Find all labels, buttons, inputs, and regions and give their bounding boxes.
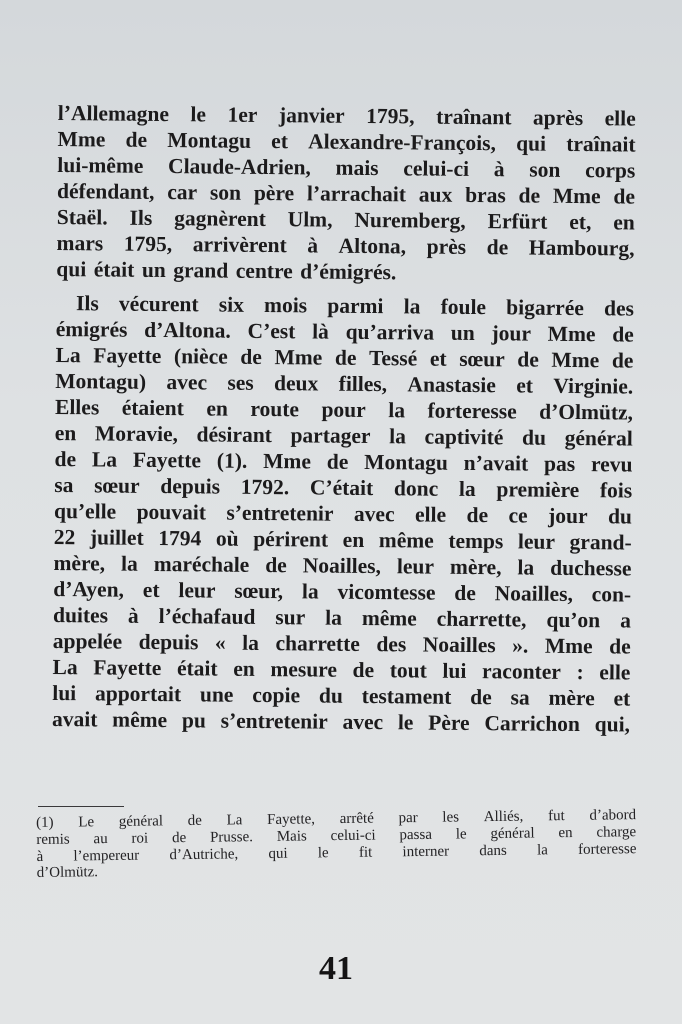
- body-word: la: [301, 579, 319, 604]
- body-word: Mme: [544, 633, 593, 659]
- body-word: 1795,: [366, 103, 415, 129]
- body-word: Noailles,: [494, 581, 574, 606]
- footnote-word: Alliés,: [483, 808, 524, 826]
- body-word: un: [450, 320, 475, 346]
- body-word: qui,: [594, 712, 631, 737]
- footnote-word: de: [171, 829, 187, 847]
- footnote-word: en: [558, 824, 573, 841]
- body-word: Ulm,: [287, 207, 333, 232]
- body-word: de: [334, 345, 357, 370]
- body-word: forteresse: [427, 398, 517, 424]
- body-word: Mme: [551, 347, 600, 373]
- body-word: con-: [591, 582, 632, 607]
- footnote-word: (1): [36, 814, 54, 831]
- body-word: mois: [264, 292, 308, 318]
- footnote-word: général: [490, 825, 535, 842]
- body-word: sœur: [459, 346, 505, 372]
- body-word: Mme: [552, 183, 601, 209]
- body-word: mère,: [449, 554, 502, 580]
- body-word: père: [253, 180, 295, 206]
- body-line: [54, 446, 632, 478]
- body-word: janvier: [278, 103, 345, 128]
- body-word: captivité: [424, 424, 504, 450]
- body-word: avait: [51, 706, 98, 732]
- body-word: Erfürt: [487, 209, 548, 234]
- body-word: Fayette: [93, 655, 162, 681]
- body-word: gagnèrent: [174, 206, 266, 231]
- body-word: la: [120, 551, 138, 576]
- body-word: duchesse: [550, 555, 632, 581]
- body-word: depuis: [138, 629, 199, 655]
- body-word: :: [576, 660, 584, 685]
- body-word: celui-ci: [403, 156, 470, 181]
- body-word: corps: [585, 158, 636, 183]
- body-word: temps: [448, 528, 504, 554]
- body-word: Hambourg,: [528, 235, 635, 261]
- body-word: son: [209, 180, 242, 205]
- body-word: donc: [393, 476, 439, 501]
- footnote-word: remis: [36, 831, 70, 848]
- body-word: était: [93, 257, 135, 282]
- body-word: fois: [599, 478, 633, 503]
- body-word: Mme: [263, 448, 312, 474]
- body-word: le: [397, 710, 414, 735]
- footnote-word: général: [118, 813, 164, 830]
- body-word: juillet: [89, 525, 144, 550]
- body-word: même: [378, 528, 434, 553]
- body-word: en: [233, 656, 255, 681]
- body-word: Montagu): [55, 368, 147, 394]
- body-word: leur: [396, 554, 435, 579]
- body-word: deux: [274, 371, 319, 396]
- body-word: de: [470, 684, 492, 710]
- footnote-word: le: [455, 826, 467, 843]
- body-word: Noailles: [422, 632, 496, 658]
- body-word: la: [458, 476, 476, 502]
- footnote-word: roi: [131, 830, 149, 847]
- footnote-word: Le: [78, 814, 95, 831]
- body-word: sœur,: [234, 578, 284, 604]
- body-word: Anastasie: [407, 372, 497, 398]
- body-line: [56, 290, 634, 322]
- body-word: bras: [465, 182, 506, 208]
- body-word: en: [54, 420, 77, 446]
- body-word: défendant,: [57, 178, 155, 204]
- body-word: pas: [544, 451, 576, 476]
- body-word: mais: [335, 155, 379, 181]
- body-word: Altona,: [338, 233, 407, 259]
- footnote-word: passa: [399, 826, 433, 844]
- body-word: 1792.: [240, 474, 290, 500]
- body-word: lui: [52, 680, 77, 706]
- body-word: qu’elle: [53, 498, 117, 524]
- footnote-word: d’Autriche,: [169, 845, 239, 863]
- body-word: des: [603, 296, 635, 321]
- body-word: mesure: [270, 657, 338, 682]
- body-word: 1795,: [123, 231, 173, 257]
- footnote-word: forteresse: [578, 840, 637, 858]
- body-word: là: [312, 319, 329, 344]
- footnote-word: celui-ci: [330, 827, 376, 844]
- body-word: leur: [178, 578, 216, 603]
- body-word: depuis: [160, 474, 221, 499]
- body-word: La: [91, 447, 118, 472]
- body-word: et: [429, 346, 447, 371]
- body-word: en: [613, 210, 635, 235]
- body-word: lui-même: [57, 152, 144, 178]
- body-word: Père: [428, 710, 470, 735]
- body-word: l’arrachait: [306, 181, 407, 207]
- body-word: traînait: [566, 131, 636, 157]
- body-word: jour: [491, 321, 532, 346]
- footnote: [36, 807, 637, 882]
- body-word: Alexandre-François,: [308, 129, 497, 156]
- body-word: à: [493, 157, 505, 182]
- footnote-word: à: [36, 848, 44, 865]
- body-word: pouvait: [136, 499, 207, 525]
- body-word: Fayette: [93, 343, 162, 369]
- body-word: la: [389, 424, 407, 449]
- footnote-word: qui: [268, 845, 288, 862]
- body-word: de: [518, 183, 541, 208]
- body-line: [56, 256, 634, 288]
- footnote-word: Mais: [276, 828, 307, 845]
- footnote-word: de: [187, 812, 202, 830]
- body-word: où: [215, 526, 239, 551]
- body-word: avec: [166, 370, 208, 395]
- body-word: elle: [604, 106, 636, 131]
- body-word: elle: [414, 502, 447, 527]
- footnote-word: interner: [402, 843, 450, 860]
- body-word: copie: [252, 682, 301, 708]
- body-word: traînant: [436, 104, 512, 130]
- body-word: la: [403, 294, 421, 319]
- body-word: qu’on: [546, 607, 601, 633]
- body-word: route: [250, 396, 300, 422]
- body-word: Staël.: [56, 204, 108, 230]
- body-word: vicomtesse: [337, 579, 436, 605]
- body-word: Claude-Adrien,: [167, 154, 311, 180]
- body-word: Elles: [54, 394, 100, 420]
- footnote-word: charge: [596, 823, 637, 841]
- body-word: maréchale: [153, 551, 250, 577]
- footnote-rule: [38, 806, 124, 807]
- body-word: C’était: [309, 475, 374, 501]
- body-word: de: [517, 347, 539, 372]
- body-word: ce: [508, 503, 528, 528]
- body-word: charrette: [275, 631, 360, 656]
- body-word: charrette,: [436, 606, 527, 632]
- body-word: la: [325, 605, 343, 630]
- body-word: périrent: [253, 526, 329, 552]
- body-word: de: [240, 344, 262, 369]
- body-word: qui: [516, 131, 547, 156]
- body-word: mère: [548, 685, 595, 711]
- body-word: de: [613, 184, 636, 209]
- body-word: Fayette: [132, 447, 202, 473]
- body-word: raconter: [481, 659, 561, 684]
- body-word: d’Ayen,: [53, 576, 125, 602]
- body-word: de: [125, 127, 148, 152]
- body-word: des: [376, 632, 407, 657]
- body-word: leur: [517, 529, 556, 554]
- body-word: première: [496, 477, 580, 503]
- footnote-word: la: [536, 841, 548, 859]
- body-word: car: [167, 180, 198, 205]
- body-word: une: [199, 682, 234, 707]
- body-word: (nièce: [173, 344, 228, 369]
- body-word: après: [532, 105, 584, 131]
- body-word: six: [218, 292, 245, 317]
- body-word: l’Allemagne: [57, 100, 170, 127]
- body-word: son: [529, 157, 561, 182]
- footnote-word: fit: [358, 844, 373, 861]
- body-word: Nuremberg,: [354, 207, 466, 233]
- footnote-word: les: [442, 809, 460, 826]
- body-word: 1er: [227, 102, 258, 127]
- body-text: [52, 100, 636, 738]
- body-word: parmi: [327, 293, 384, 319]
- body-word: Virginie.: [553, 373, 634, 399]
- body-word: près: [426, 234, 467, 259]
- footnote-word: fut: [547, 808, 565, 825]
- body-word: foule: [440, 294, 487, 320]
- body-word: d’Altona.: [144, 317, 231, 343]
- body-word: et,: [569, 209, 592, 235]
- body-word: s’entretenir: [220, 708, 328, 734]
- body-word: «: [214, 630, 226, 655]
- body-word: Mme: [547, 321, 596, 347]
- body-word: de: [352, 657, 375, 683]
- body-word: même: [112, 707, 168, 733]
- body-word: Mme: [274, 345, 323, 370]
- body-word: centre: [235, 258, 293, 284]
- body-word: désirant: [196, 422, 272, 448]
- body-word: à: [307, 233, 319, 258]
- footnote-word: au: [93, 830, 108, 848]
- body-line: [52, 706, 630, 738]
- body-word: grand: [173, 258, 229, 283]
- body-word: 22: [53, 524, 76, 550]
- body-word: Tessé: [368, 345, 418, 371]
- body-word: en: [206, 396, 229, 421]
- body-word: tout: [389, 658, 427, 683]
- page-number: 41: [319, 950, 353, 987]
- body-word: (1).: [216, 448, 248, 473]
- body-word: était: [176, 656, 218, 681]
- body-word: vécurent: [118, 291, 199, 317]
- body-word: partager: [290, 423, 371, 449]
- body-word: le: [190, 102, 207, 127]
- footnote-word: arrêté: [339, 810, 374, 828]
- body-word: étaient: [121, 395, 184, 421]
- body-word: général: [564, 425, 633, 451]
- body-word: et: [142, 577, 160, 602]
- body-word: de: [326, 449, 349, 474]
- body-word: de: [611, 348, 634, 373]
- body-word: d’émigrés.: [300, 259, 397, 285]
- body-word: pour: [321, 397, 366, 422]
- body-word: et: [271, 129, 289, 154]
- body-word: n’avait: [463, 450, 529, 476]
- body-word: l’échafaud: [158, 603, 256, 629]
- body-word: apportait: [94, 681, 182, 707]
- body-word: la: [242, 630, 260, 655]
- body-word: ses: [227, 370, 254, 395]
- body-word: s’entretenir: [226, 500, 334, 526]
- body-word: Mme: [57, 126, 106, 152]
- body-word: Moravie,: [94, 421, 179, 447]
- body-word: sa: [54, 472, 74, 498]
- body-word: de: [265, 553, 287, 578]
- body-word: sur: [275, 605, 306, 630]
- body-word: Noailles,: [302, 553, 382, 579]
- body-word: la: [517, 555, 535, 580]
- body-word: Carrichon: [484, 711, 581, 737]
- body-word: d’Olmütz,: [539, 399, 634, 425]
- body-word: C’est: [247, 318, 296, 344]
- body-word: du: [318, 683, 343, 708]
- body-word: de: [454, 580, 476, 606]
- body-word: jour: [548, 503, 588, 529]
- body-word: et: [516, 373, 534, 398]
- body-word: de: [54, 446, 77, 472]
- body-word: appelée: [52, 628, 123, 654]
- body-word: sœur: [94, 473, 140, 498]
- body-word: duites: [52, 602, 109, 628]
- body-word: même: [361, 605, 417, 631]
- body-word: ».: [512, 633, 529, 658]
- body-word: elle: [599, 660, 631, 685]
- body-word: qui: [56, 256, 87, 282]
- footnote-word: Prusse.: [209, 828, 254, 846]
- footnote-word: d’abord: [589, 807, 637, 824]
- body-word: de: [612, 322, 634, 347]
- body-word: filles,: [338, 371, 388, 397]
- footnote-word: Fayette,: [266, 811, 316, 828]
- body-word: Montagu: [167, 128, 252, 153]
- body-word: mars: [56, 230, 104, 256]
- body-word: a: [620, 608, 632, 633]
- footnote-word: par: [398, 810, 418, 827]
- body-word: émigrés: [55, 316, 128, 342]
- body-word: bigarrée: [506, 295, 584, 321]
- body-word: sa: [510, 685, 530, 710]
- body-line: [54, 524, 632, 556]
- body-word: testament: [361, 683, 452, 709]
- footnote-word: La: [226, 812, 243, 829]
- body-word: pu: [181, 708, 206, 733]
- footnote-word: dans: [479, 842, 507, 859]
- body-word: qu’arriva: [345, 319, 435, 345]
- body-word: à: [127, 603, 139, 628]
- body-word: 1794: [158, 525, 202, 551]
- body-word: un: [141, 257, 166, 283]
- body-word: revu: [590, 452, 633, 477]
- body-word: de: [609, 634, 631, 659]
- footnote-word: le: [317, 844, 329, 861]
- body-word: et: [613, 686, 631, 711]
- body-word: La: [55, 342, 81, 368]
- body-word: grand-: [569, 529, 632, 555]
- body-word: mère,: [53, 550, 106, 576]
- body-word: Ils: [129, 205, 153, 230]
- body-word: Montagu: [364, 449, 448, 475]
- body-word: la: [388, 398, 406, 423]
- body-word: lui: [442, 658, 467, 683]
- body-word: avec: [342, 709, 384, 735]
- body-word: avec: [353, 501, 395, 527]
- footnote-word: l’empereur: [73, 847, 140, 865]
- body-word: arrivèrent: [192, 232, 287, 258]
- body-word: du: [521, 425, 547, 450]
- body-word: en: [342, 527, 365, 552]
- body-word: du: [607, 504, 633, 529]
- body-word: Ils: [75, 291, 99, 316]
- footnote-word: d’Olmütz.: [36, 864, 99, 882]
- body-word: La: [52, 654, 78, 680]
- body-word: de: [466, 502, 489, 528]
- body-word: aux: [418, 182, 453, 207]
- body-word: de: [486, 235, 509, 260]
